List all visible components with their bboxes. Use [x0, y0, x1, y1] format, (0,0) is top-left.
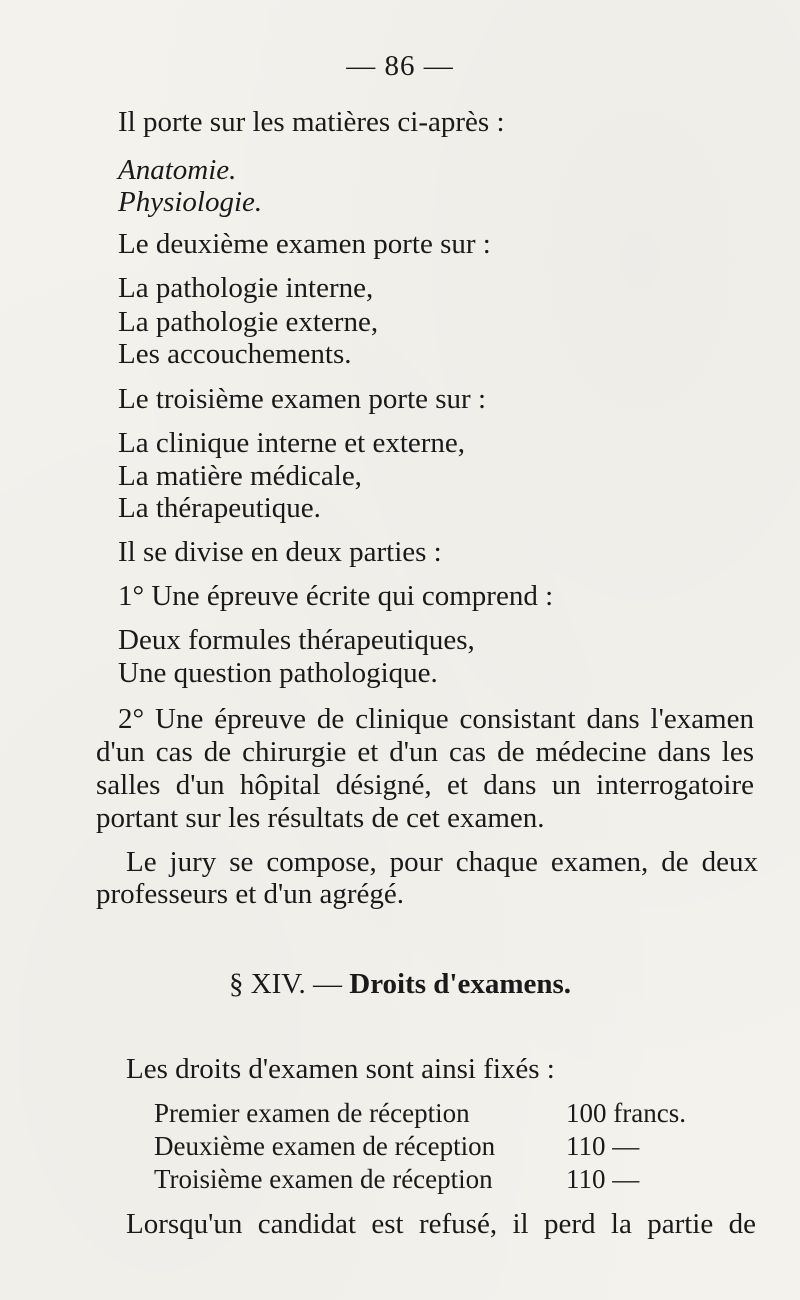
text-line-anatomie: Anatomie. [118, 154, 237, 186]
fee-label-1: Premier examen de réception [154, 1098, 470, 1128]
text-line-intro: Il porte sur les matières ci-après : [118, 106, 505, 138]
text-line-p2-4: portant sur les résultats de cet examen. [96, 802, 545, 834]
text-line-troisieme: Le troisième examen porte sur : [118, 383, 487, 415]
text-line-droits-intro: Les droits d'examen sont ainsi fixés : [126, 1053, 555, 1085]
fee-amount-2: 110 — [566, 1131, 640, 1161]
text-line-jury-1: Le jury se compose, pour chaque examen, de deux [126, 846, 758, 878]
text-line-epreuve1: 1° Une épreuve écrite qui comprend : [118, 580, 554, 612]
page-number: — 86 — [346, 50, 454, 82]
text-line-divise: Il se divise en deux parties : [118, 536, 442, 568]
text-line-deuxieme: Le deuxième examen porte sur : [118, 228, 491, 260]
text-line-formules: Deux formules thérapeutiques, [118, 624, 475, 656]
text-line-jury-2: professeurs et d'un agrégé. [96, 878, 404, 910]
text-line-clinique: La clinique interne et externe, [118, 427, 466, 459]
text-line-last: Lorsqu'un candidat est refusé, il perd la partie de [126, 1208, 756, 1240]
fee-label-3: Troisième examen de réception [154, 1164, 493, 1194]
text-line-accouchements: Les accouchements. [118, 338, 352, 370]
text-line-matiere: La matière médicale, [118, 460, 362, 492]
section-heading [0, 968, 800, 1001]
text-line-p2-1: 2° Une épreuve de clinique consistant dans l'examen [118, 703, 754, 735]
text-line-p2-3: salles d'un hôpital désigné, et dans un interrogatoire [96, 769, 754, 801]
text-line-p2-2: d'un cas de chirurgie et d'un cas de médecine dans les [96, 736, 754, 768]
text-line-question: Une question pathologique. [118, 657, 438, 689]
fee-amount-1: 100 francs. [566, 1098, 686, 1128]
text-line-therapeutique: La thérapeutique. [118, 492, 321, 524]
fee-label-2: Deuxième examen de réception [154, 1131, 496, 1161]
text-line-patho-interne: La pathologie interne, [118, 272, 374, 304]
text-line-patho-externe: La pathologie externe, [118, 306, 379, 338]
text-line-physiologie: Physiologie. [118, 186, 263, 218]
fee-amount-3: 110 — [566, 1164, 640, 1194]
section-title: Droits d'examens. [349, 968, 572, 1000]
section-number: § XIV. — [228, 968, 342, 1000]
